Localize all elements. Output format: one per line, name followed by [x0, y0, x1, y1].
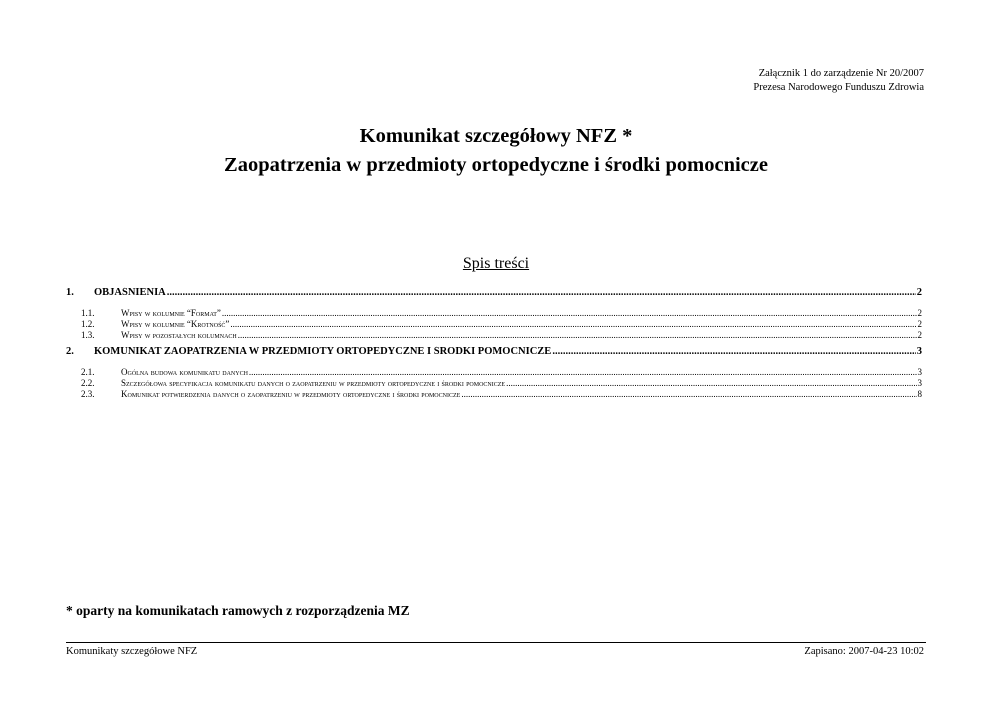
toc-entry[interactable] — [66, 378, 922, 389]
toc-entry-page: 2 — [916, 287, 922, 298]
toc-entry-page: 2 — [917, 330, 922, 340]
toc-entry-title: Ogólna budowa komunikatu danych — [121, 367, 248, 377]
toc-heading: Spis treści — [462, 255, 530, 272]
toc-entry-number: 2.1. — [81, 367, 95, 377]
toc-entry-page: 2 — [917, 308, 922, 318]
toc-entry-page: 3 — [917, 378, 922, 388]
toc-entry[interactable] — [66, 367, 922, 378]
footer-divider — [66, 642, 926, 643]
toc-entry-title: Wpisy w kolumnie “Krotność” — [121, 319, 230, 329]
toc-entry-page: 3 — [917, 367, 922, 377]
toc-dot-leader — [506, 378, 916, 388]
toc-entry-title: Szczegółowa specyfikacja komunikatu danych o zaopatrzeniu w przedmioty ortopedyczne i środki pomocnicze — [121, 378, 506, 388]
toc-entry[interactable] — [66, 308, 922, 319]
title-line-2: Zaopatrzenia w przedmioty ortopedyczne i środki pomocnicze — [224, 154, 768, 176]
toc-entry[interactable] — [66, 346, 922, 360]
toc-dot-leader — [461, 389, 916, 399]
toc-dot-leader — [552, 346, 915, 357]
toc-entry-number: 1.3. — [81, 330, 95, 340]
toc-entry-number: 2.2. — [81, 378, 95, 388]
toc-entry-number: 1. — [66, 287, 74, 298]
toc-entry-number: 1.1. — [81, 308, 95, 318]
toc-entry-title: Wpisy w kolumnie “Format” — [121, 308, 221, 318]
toc-entry-page: 2 — [917, 319, 922, 329]
toc-dot-leader — [167, 287, 916, 298]
toc-entry-number: 2. — [66, 346, 74, 357]
toc-entry-page: 3 — [916, 346, 922, 357]
attachment-line-1: Załącznik 1 do zarządzenie Nr 20/2007 — [758, 68, 924, 79]
footnote: * oparty na komunikatach ramowych z rozporządzenia MZ — [66, 603, 410, 618]
toc-entry[interactable] — [66, 330, 922, 341]
toc-dot-leader — [238, 330, 917, 340]
attachment-note — [753, 67, 924, 95]
toc-entry[interactable] — [66, 389, 922, 400]
title-line-1: Komunikat szczegółowy NFZ * — [359, 125, 633, 147]
toc-entry-title: KOMUNIKAT ZAOPATRZENIA W PRZEDMIOTY ORTOPEDYCZNE I ŚRODKI POMOCNICZE — [94, 346, 552, 357]
footer-saved-timestamp: Zapisano: 2007-04-23 10:02 — [804, 646, 924, 657]
toc-entry-page: 8 — [917, 389, 922, 399]
toc-entry-title: OBJAŚNIENIA — [94, 287, 166, 298]
toc-entry-title: Komunikat potwierdzenia danych o zaopatrzeniu w przedmioty ortopedyczne i środki pomocnicze — [121, 389, 461, 399]
table-of-contents — [66, 287, 922, 400]
toc-dot-leader — [222, 308, 917, 318]
footer-left-text: Komunikaty szczegółowe NFZ — [66, 646, 198, 657]
attachment-line-2: Prezesa Narodowego Funduszu Zdrowia — [753, 82, 924, 93]
toc-entry-number: 1.2. — [81, 319, 95, 329]
toc-entry[interactable] — [66, 287, 922, 301]
document-title — [0, 122, 992, 180]
toc-dot-leader — [230, 319, 916, 329]
toc-entry[interactable] — [66, 319, 922, 330]
toc-entry-title: Wpisy w pozostałych kolumnach — [121, 330, 237, 340]
toc-dot-leader — [249, 367, 917, 377]
toc-entry-number: 2.3. — [81, 389, 95, 399]
